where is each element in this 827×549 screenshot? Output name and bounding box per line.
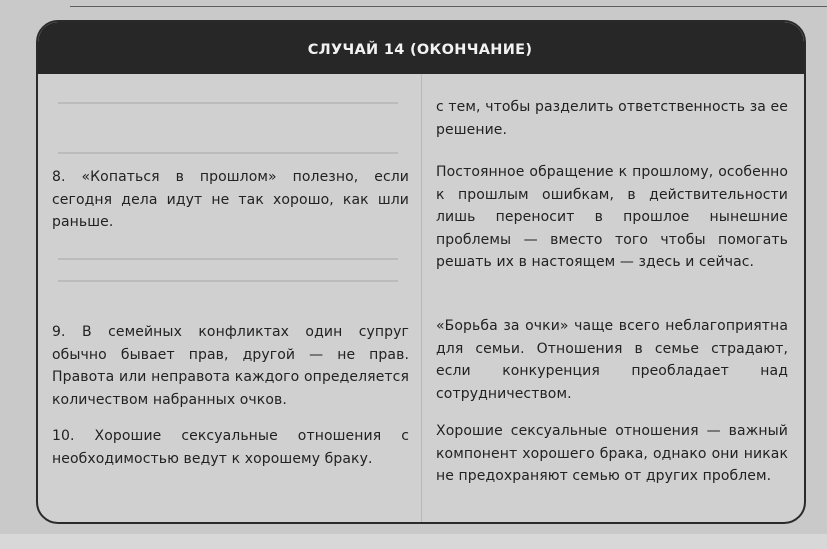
case-header bbox=[38, 22, 804, 74]
reality-8: Постоянное обращение к прошлому, особенно к прошлым ошибкам, в действительности лишь переносит в прошлое нынешние проблемы — вместо того чтобы помогать решать их в настоящем — здесь и сейчас. bbox=[436, 164, 788, 270]
case-box bbox=[36, 20, 806, 524]
myth-9: 9. В семейных конфликтах один супруг обычно бывает прав, другой — не прав. Правота или неправота каждого определяется количеством набранных очков. bbox=[52, 324, 409, 408]
bleed-through-line bbox=[58, 152, 398, 154]
page-bottom bbox=[0, 534, 827, 549]
bleed-through-line bbox=[58, 280, 398, 282]
reality-10: Хорошие сексуальные отношения — важный компонент хорошего брака, однако они никак не предохраняют семью от других проблем. bbox=[436, 423, 788, 484]
case-title: СЛУЧАЙ 14 (ОКОНЧАНИЕ) bbox=[307, 42, 533, 58]
column-divider bbox=[421, 74, 422, 522]
bleed-through-line bbox=[58, 258, 398, 260]
reality-text-continued: с тем, чтобы разделить ответственность за ее решение. bbox=[436, 99, 788, 138]
myth-8: 8. «Копаться в прошлом» полезно, если сегодня дела идут не так хорошо, как шли раньше. bbox=[52, 169, 409, 230]
reality-9: «Борьба за очки» чаще всего неблагоприятна для семьи. Отношения в семье страдают, если конкуренция преобладает над сотрудничеством. bbox=[436, 318, 788, 402]
myth-10: 10. Хорошие сексуальные отношения с необходимостью ведут к хорошему браку. bbox=[52, 428, 409, 467]
top-rule bbox=[70, 6, 827, 7]
bleed-through-line bbox=[58, 102, 398, 104]
